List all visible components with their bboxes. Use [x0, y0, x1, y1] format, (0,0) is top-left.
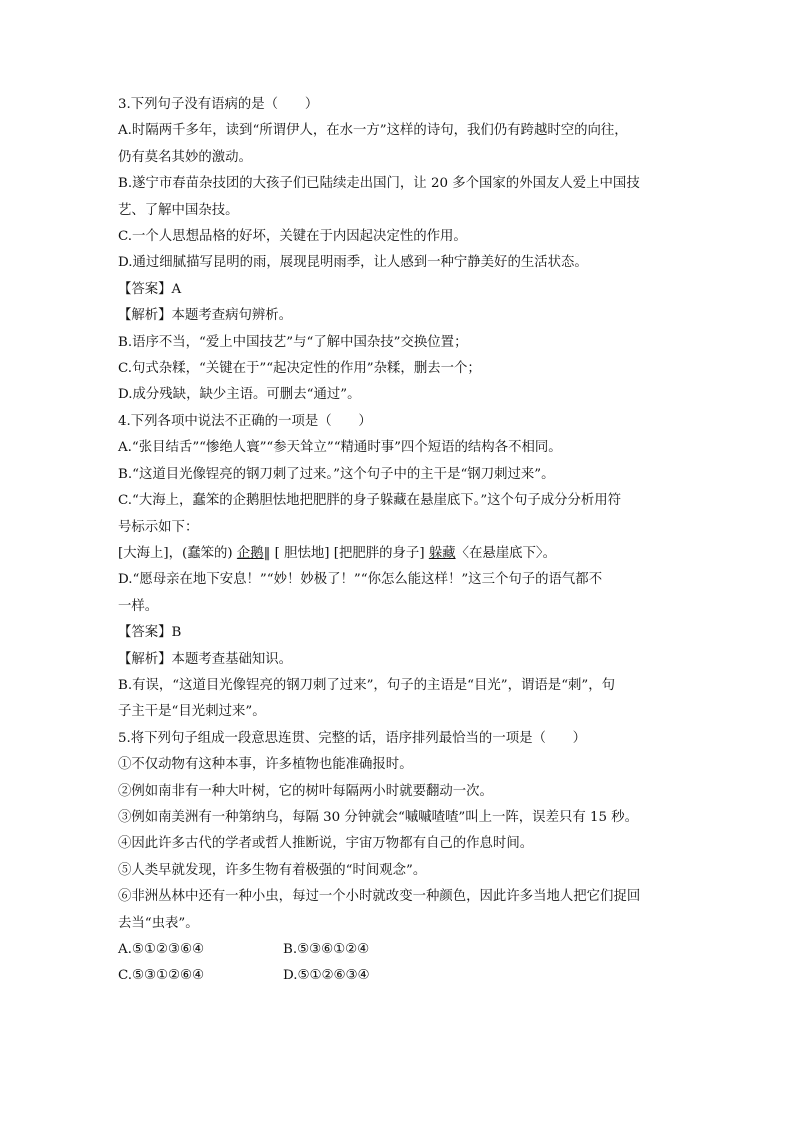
option-a: A.⑤①②③⑥④ [118, 942, 204, 957]
verb-underlined: 躲藏 [428, 545, 456, 561]
sentence-6-cont: 去当“虫表”。 [118, 915, 199, 931]
options-row-2 [118, 963, 678, 989]
option-c: C.⑤③①②⑥④ [118, 968, 205, 984]
option-c: C.一个人思想品格的好坏，关键在于内因起决定性的作用。 [118, 229, 467, 245]
option-c-cont: 号标示如下： [118, 519, 199, 535]
analysis: 【解析】本题考查病句辨析。 [118, 308, 293, 324]
sentence-4: ④因此许多古代的学者或哲人推断说，宇宙万物都有自己的作息时间。 [118, 836, 534, 852]
option-a-cont: 仍有莫名其妙的激动。 [118, 149, 252, 165]
marks-suffix: 〈在悬崖底下〉。 [455, 545, 557, 561]
explanation-c: C.句式杂糅，“关键在于”“起决定性的作用”杂糅，删去一个； [118, 361, 481, 377]
question-5 [118, 726, 678, 990]
marks-middle: ‖ [ 胆怯地] [把肥胖的身子] [263, 545, 429, 561]
sentence-component-marks [118, 541, 678, 567]
question-stem: 5.将下列句子组成一段意思连贯、完整的话，语序排列最恰当的一项是（ ） [118, 730, 587, 746]
option-b: B.“这道目光像锃亮的钢刀刺了过来。”这个句子中的主干是“钢刀刺过来”。 [118, 466, 555, 482]
option-c: C.“大海上，蠢笨的企鹅胆怯地把肥胖的身子躲藏在悬崖底下。”这个句子成分分析用符 [118, 493, 622, 509]
question-stem: 4.下列各项中说法不正确的一项是（ ） [118, 413, 372, 429]
subject-underlined: 企鹅 [236, 545, 264, 561]
option-b-cont: 艺、了解中国杂技。 [118, 202, 239, 218]
answer: 【答案】A [118, 281, 182, 297]
explanation-d: D.成分残缺，缺少主语。可删去“通过”。 [118, 387, 361, 403]
option-d: D.⑤①②⑥③④ [283, 968, 370, 984]
sentence-5: ⑤人类早就发现，许多生物有着极强的“时间观念”。 [118, 862, 427, 878]
option-d: D.“愿母亲在地下安息！”“妙！妙极了！”“你怎么能这样！”这三个句子的语气都不 [118, 572, 603, 588]
sentence-6: ⑥非洲丛林中还有一种小虫，每过一个小时就改变一种颜色，因此许多当地人把它们捉回 [118, 889, 641, 905]
options-row-1 [118, 937, 678, 963]
question-3 [118, 92, 678, 409]
explanation-b: B.语序不当，“爱上中国技艺”与“了解中国杂技”交换位置； [118, 334, 468, 350]
sentence-3: ③例如南美洲有一种第纳乌，每隔 30 分钟就会“嘁嘁喳喳”叫上一阵，误差只有 15 秒。 [118, 809, 639, 825]
document-page [118, 92, 678, 990]
answer: 【答案】B [118, 625, 182, 641]
option-b: B.⑤③⑥①②④ [283, 942, 370, 957]
explanation-b-cont: 子主干是“目光刺过来”。 [118, 704, 266, 720]
option-a: A.时隔两千多年，读到“所谓伊人，在水一方”这样的诗句，我们仍有跨越时空的向往， [118, 123, 628, 139]
option-a: A.“张目结舌”“惨绝人寰”“参天耸立”“精通时事”四个短语的结构各不相同。 [118, 440, 562, 456]
option-d-cont: 一样。 [118, 598, 159, 614]
analysis: 【解析】本题考查基础知识。 [118, 651, 293, 667]
option-b: B.遂宁市春苗杂技团的大孩子们已陆续走出国门，让 20 多个国家的外国友人爱上中国技 [118, 176, 640, 192]
question-4 [118, 409, 678, 726]
marks-prefix: [大海上]，(蠢笨的) [118, 545, 237, 561]
sentence-1: ①不仅动物有这种本事，许多植物也能准确报时。 [118, 757, 413, 773]
sentence-2: ②例如南非有一种大叶树，它的树叶每隔两小时就要翻动一次。 [118, 783, 493, 799]
option-d: D.通过细腻描写昆明的雨，展现昆明雨季，让人感到一种宁静美好的生活状态。 [118, 255, 588, 271]
question-stem: 3.下列句子没有语病的是（ ） [118, 97, 319, 112]
explanation-b: B.有误，“这道目光像锃亮的钢刀刺了过来”，句子的主语是“目光”，谓语是“刺”，句 [118, 677, 616, 693]
